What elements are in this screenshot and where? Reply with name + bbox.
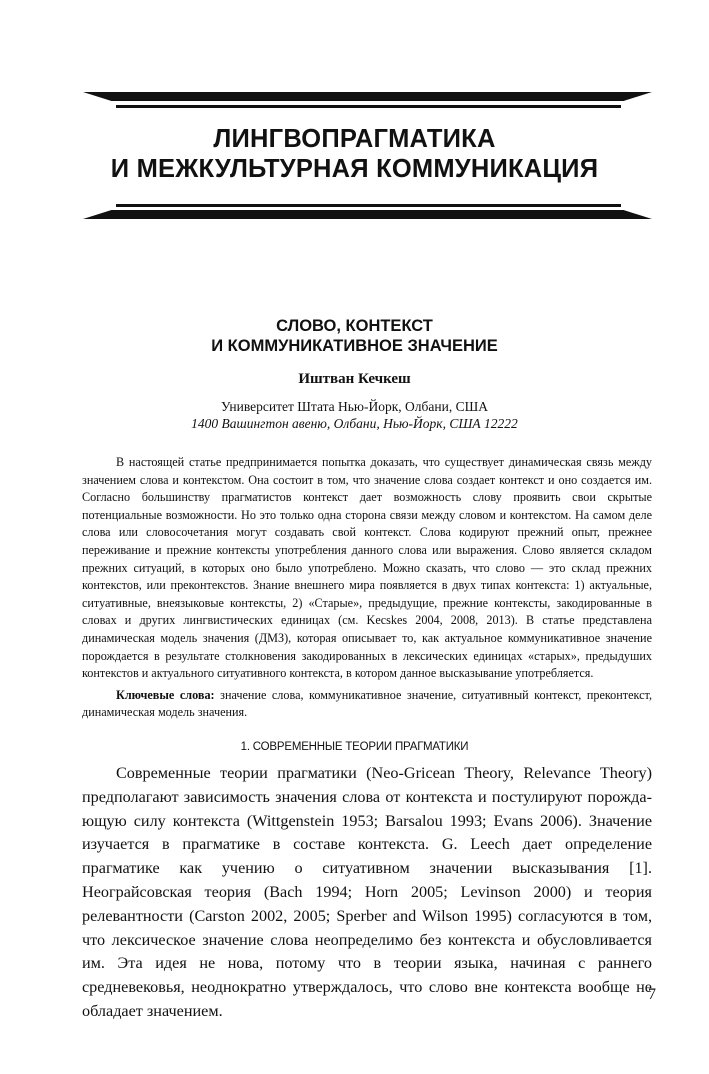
header-rule-thin-bottom [116,204,621,207]
keywords [82,687,652,722]
header-rule-thick-bottom [83,210,652,219]
article-title [0,316,709,356]
page-number: 7 [648,986,656,1003]
affiliation: Университет Штата Нью-Йорк, Олбани, США [221,399,488,414]
abstract-text: В настоящей статье предпринимается попытка доказать, что существует динамическая связь между значением слова и контекстом. Она состоит в том, что значение слова создает контекст и оно создается им. Согласно большинству прагматистов контекст дает возможность слову проявить свои скрытые потенциальные возможности. Но это только одна сторона связи между словом и контекстом. На самом деле слова или словосочетания могут создавать свой контекст. Слова кодируют прежний опыт, прежнее переживание и прежние контексты употребления данного слова или выражения. Слово является складом прежних ситуаций, в которых оно было употреблено. Можно сказать, что слово — это склад прежних контекстов, или преконтекстов. Знание внешнего мира появляется в двух типах контекста: 1) актуальные, ситуативные, внеязыковые контексты, 2) «Старые», предыдущие, прежние контексты, закодированные в словах и других лингвистических единицах (см. Kecskes 2004, 2008, 2013). В статье представлена динамическая модель значения (ДМЗ), которая описывает то, как актуальное коммуникативное значение порождается в результате столкновения закодированных в лексических единицах «старых», предыдуших контекстов и актуального ситуативного контекста, в котором данное высказывание употребляется. [82,455,652,681]
header-rule-thin-top [116,105,621,108]
section-title-line-1: ЛИНГВОПРАГМАТИКА [213,125,496,153]
article-title-line-1: СЛОВО, КОНТЕКСТ [276,317,433,335]
address: 1400 Вашингтон авеню, Олбани, Нью-Йорк, США 12222 [191,416,518,431]
section-heading: 1. СОВРЕМЕННЫЕ ТЕОРИИ ПРАГМАТИКИ [240,741,469,753]
author-affiliation-block [0,398,709,432]
abstract [82,454,652,722]
body-text [82,762,652,1024]
journal-section-title [0,124,709,184]
keywords-list: значение слова, коммуникативное значение, ситуативный контекст, преконтекст, динамическая модель значения. [82,687,652,720]
author-name: Иштван Кечкеш [298,371,411,387]
header-rule-thick-top [83,92,652,101]
body-paragraph: Современные теории прагматики (Neo-Gricean Theory, Relevance Theory) предполагают зависимость значения слова от контекста и постулируют порождающую силу контекста (Wittgenstein 1953; Barsalou 1993; Evans 2006). Значение изучается в прагматике в составе контекста. G. Leech дает определение прагматике как учению о ситуативном значении высказывания [1]. Неограйсовская теория (Bach 1994; Horn 2005; Levinson 2000) и теория релевантности (Carston 2002, 2005; Sperber and Wilson 1995) согласуются в том, что лексическое значение слова неопределимо без контекста и обусловливается им. Эта идея не нова, потому что в теории языка, начиная с раннего средневековья, неоднократно утверждалось, что слово вне контекста вообще не обладает значением. [82,764,652,1020]
section-title-line-2: И МЕЖКУЛЬТУРНАЯ КОММУНИКАЦИЯ [110,155,599,183]
article-title-line-2: И КОММУНИКАТИВНОЕ ЗНАЧЕНИЕ [211,337,498,355]
keywords-label: Ключевые слова: [116,687,215,702]
